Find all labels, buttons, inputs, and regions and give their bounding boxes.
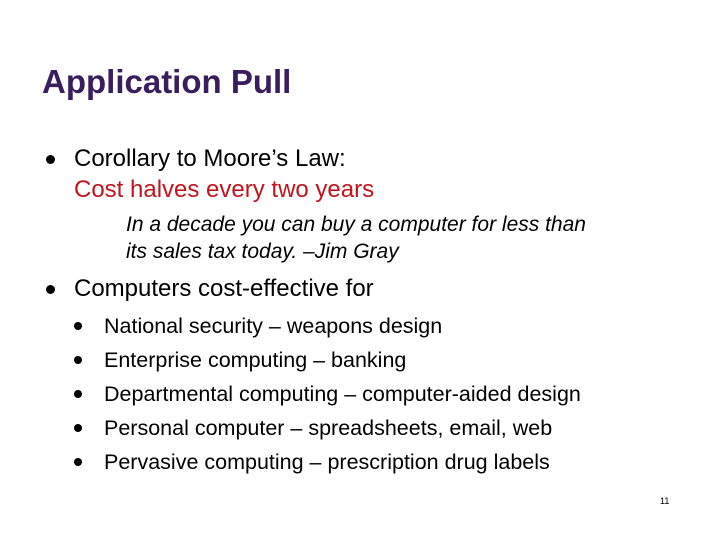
sub-bullet-icon [74, 356, 82, 364]
sub-item-2: Enterprise computing – banking [104, 348, 407, 372]
sub-item-3: Departmental computing – computer-aided design [104, 382, 581, 406]
sub-bullet-icon [74, 424, 82, 432]
bullet-icon [46, 155, 55, 164]
sub-bullet-icon [74, 322, 82, 330]
sub-item-5: Pervasive computing – prescription drug labels [104, 450, 550, 474]
page-number: 11 [660, 496, 670, 506]
bullet-2-text: Computers cost-effective for [74, 275, 374, 302]
sub-item-1: National security – weapons design [104, 314, 443, 338]
slide-title: Application Pull [42, 63, 292, 100]
sub-bullet-icon [74, 458, 82, 466]
bullet-1-highlight: Cost halves every two years [74, 176, 375, 203]
sub-item-4: Personal computer – spreadsheets, email, web [104, 416, 553, 440]
bullet-icon [46, 285, 55, 294]
quote-line-2: its sales tax today. –Jim Gray [126, 240, 399, 263]
sub-bullet-icon [74, 390, 82, 398]
bullet-1-text: Corollary to Moore’s Law: [74, 145, 346, 172]
quote-line-1: In a decade you can buy a computer for less than [126, 213, 586, 236]
